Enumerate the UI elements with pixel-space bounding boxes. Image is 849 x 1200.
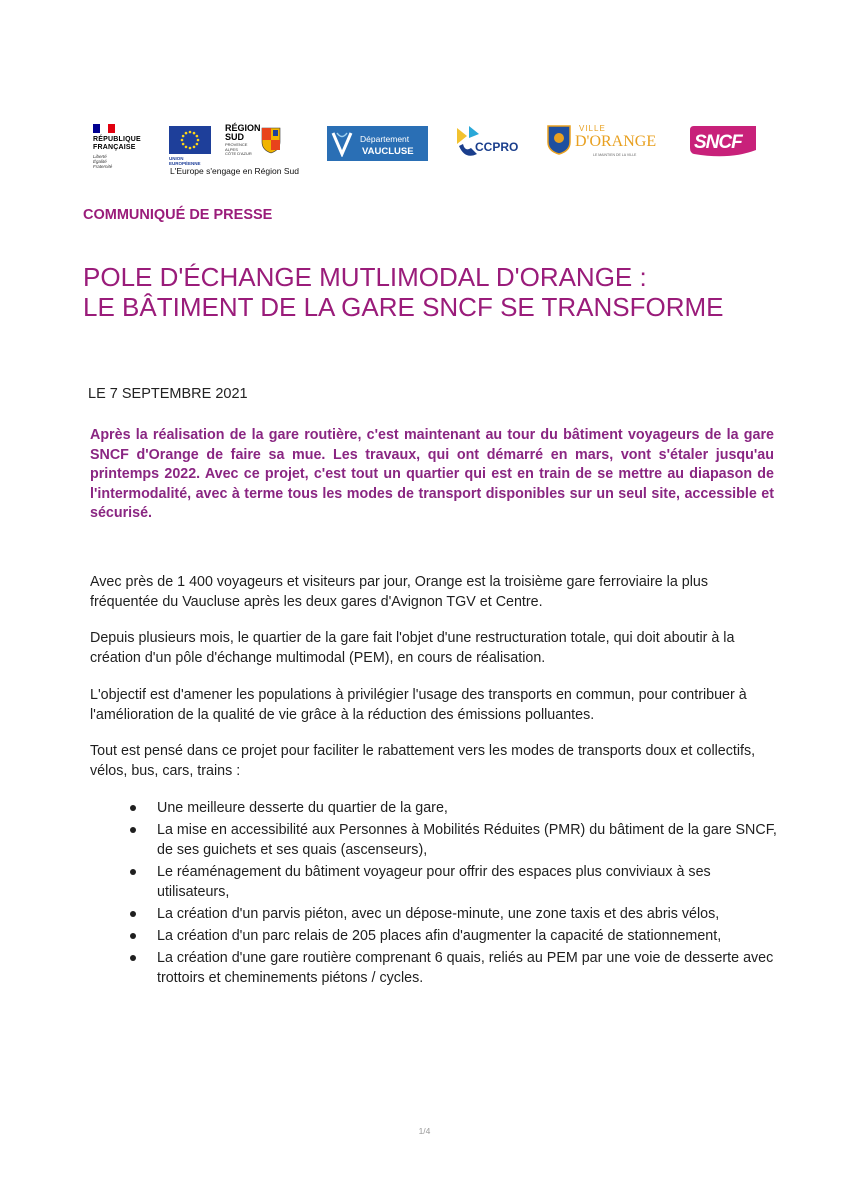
title-line-1: POLE D'ÉCHANGE MUTLIMODAL D'ORANGE :	[83, 262, 647, 292]
eu-label: UNION EUROPÉENNE	[169, 156, 201, 166]
region-sud-logo	[225, 124, 285, 157]
bullet-icon	[130, 869, 136, 875]
ccpro-logo	[453, 124, 528, 164]
paragraph-3: L'objectif est d'amener les populations à privilégier l'usage des transports en commun, pour contribuer à l'amélioration de la qualité de vie grâce à la réduction des émissions polluantes.	[90, 687, 747, 723]
ccpro-text: CCPRO	[475, 140, 519, 154]
dept-line-2: VAUCLUSE	[362, 146, 414, 157]
rf-line-1: RÉPUBLIQUE	[93, 136, 141, 143]
page-number: 1/4	[418, 1126, 431, 1136]
list-item-text: Une meilleure desserte du quartier de la gare,	[157, 800, 448, 816]
list-item	[130, 862, 780, 902]
region-line-1: RÉGION	[225, 123, 261, 133]
orange-shield-icon	[547, 125, 571, 155]
bullet-icon	[130, 827, 136, 833]
rf-line-2: FRANÇAISE	[93, 144, 136, 151]
paragraph-2: Depuis plusieurs mois, le quartier de la gare fait l'objet d'une restructuration totale, qui doit aboutir à la création d'un pôle d'échange multimodal (PEM), en cours de réalisation.	[90, 630, 735, 666]
list-item	[130, 948, 780, 988]
bullet-icon	[130, 933, 136, 939]
sncf-text: SNCF	[694, 132, 742, 153]
rf-motto-1: Liberté	[93, 154, 107, 159]
region-line-2: SUD	[225, 132, 245, 142]
list-item	[130, 926, 780, 946]
republique-francaise-logo	[93, 124, 153, 169]
eu-flag-icon	[169, 126, 211, 154]
list-item-text: La mise en accessibilité aux Personnes à Mobilités Réduites (PMR) du bâtiment de la gare SNCF, de ses guichets et ses quais (ascenseurs),	[157, 822, 777, 858]
french-flag-icon	[93, 124, 115, 133]
vaucluse-logo	[327, 126, 428, 161]
list-item-text: La création d'une gare routière comprenant 6 quais, reliés au PEM par une voie de desserte avec trottoirs et cheminements piétons / cycles.	[157, 950, 774, 986]
region-crest-icon	[261, 126, 281, 154]
list-item-text: La création d'un parc relais de 205 places afin d'augmenter la capacité de stationnement,	[157, 928, 722, 944]
rf-motto-3: Fraternité	[93, 164, 113, 169]
orange-text: D'ORANGE	[575, 133, 657, 150]
vaucluse-v-icon	[331, 130, 353, 157]
list-item	[130, 820, 780, 860]
orange-subtext: LE MAINTIEN DE LA VILLE	[593, 153, 637, 157]
region-sub-3: CÔTE D'AZUR	[225, 151, 252, 156]
bullet-icon	[130, 805, 136, 811]
release-date: LE 7 SEPTEMBRE 2021	[88, 386, 248, 402]
list-item	[130, 798, 780, 818]
bullet-icon	[130, 955, 136, 961]
paragraph-1: Avec près de 1 400 voyageurs et visiteurs par jour, Orange est la troisième gare ferroviaire la plus fréquentée du Vaucluse après les deux gares d'Avignon TGV et Centre.	[90, 574, 708, 610]
region-sub-2: ALPES	[225, 146, 238, 152]
list-item	[130, 904, 780, 924]
ville-text: VILLE	[579, 124, 606, 133]
dept-line-1: Département	[360, 134, 410, 144]
logo-bar	[0, 118, 849, 182]
region-sub-1: PROVENCE	[225, 142, 248, 147]
bullet-icon	[130, 911, 136, 917]
press-release-label: COMMUNIQUÉ DE PRESSE	[83, 207, 273, 223]
page-title	[83, 262, 724, 322]
bullet-list	[130, 798, 780, 990]
title-line-2: LE BÂTIMENT DE LA GARE SNCF SE TRANSFORME	[83, 292, 724, 322]
lead-paragraph: Après la réalisation de la gare routière, c'est maintenant au tour du bâtiment voyageurs de la gare SNCF d'Orange de faire sa mue. Les travaux, qui ont démarré en mars, vont s'étaler jusqu'au printemps 2022. Avec ce projet, c'est tout un quartier qui est en train de se mettre au diapason de l'intermodalité, avec à terme tous les modes de transport disponibles sur un seul site, accessible et sécurisé.	[90, 427, 774, 521]
ville-orange-logo	[547, 124, 657, 164]
list-item-text: Le réaménagement du bâtiment voyageur pour offrir des espaces plus conviviaux à ses utilisateurs,	[157, 864, 711, 900]
rf-motto-2: Égalité	[93, 159, 107, 164]
sncf-logo	[690, 126, 756, 158]
list-item-text: La création d'un parvis piéton, avec un dépose-minute, une zone taxis et des abris vélos,	[157, 906, 720, 922]
paragraph-4: Tout est pensé dans ce projet pour faciliter le rabattement vers les modes de transports doux et collectifs, vélos, bus, cars, trains :	[90, 743, 756, 779]
european-union-logo	[169, 126, 213, 166]
europe-engagement-caption: L'Europe s'engage en Région Sud	[170, 166, 299, 176]
